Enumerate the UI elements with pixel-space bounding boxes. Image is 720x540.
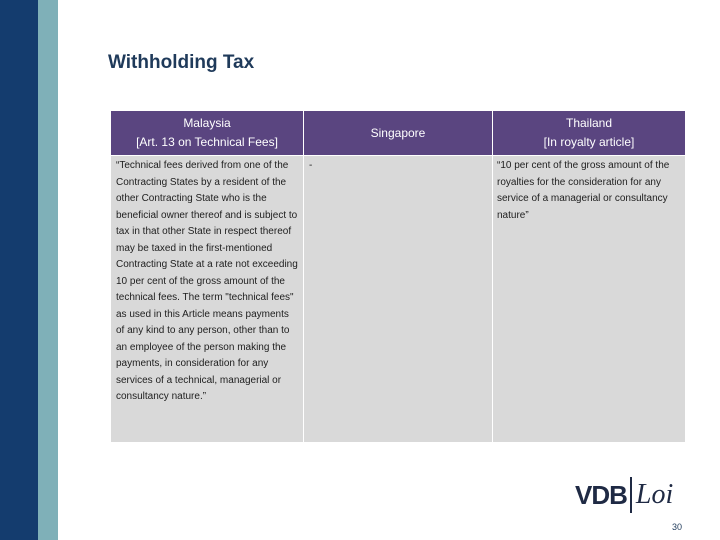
sidebar-stripe-teal <box>38 0 58 540</box>
page-number: 30 <box>672 522 683 532</box>
header-malaysia-country: Malaysia <box>183 116 231 130</box>
cell-singapore: - <box>304 156 493 443</box>
header-malaysia <box>111 111 304 156</box>
logo-loi-text: Loi <box>635 479 674 510</box>
header-thailand <box>493 111 686 156</box>
table-row <box>111 156 686 443</box>
logo-vdb-text: VDB <box>575 479 627 510</box>
cell-thailand: “10 per cent of the gross amount of the royalties for the consideration for any service of a managerial or consultancy nature” <box>493 156 686 443</box>
slide-title: Withholding Tax <box>108 52 255 73</box>
header-malaysia-note: [Art. 13 on Technical Fees] <box>136 135 278 149</box>
comparison-table <box>110 110 686 443</box>
sidebar-stripe-dark <box>0 0 38 540</box>
header-singapore <box>304 111 493 156</box>
header-singapore-country: Singapore <box>370 125 426 140</box>
table-header-row <box>111 111 686 156</box>
cell-malaysia: “Technical fees derived from one of the Contracting States by a resident of the other Contracting State who is the beneficial owner thereof and is subject to tax in that other State in respect thereof may be taxed in the first-mentioned Contracting State at a rate not exceeding 10 per cent of the gross amount of the technical fees. The term "technical fees" as used in this Article means payments of any kind to any person, other than to an employee of the person making the payments, in consideration for any services of a technical, managerial or consultancy nature.” <box>111 156 304 443</box>
vdb-loi-logo <box>575 477 673 513</box>
header-thailand-country: Thailand <box>565 116 613 130</box>
logo-divider <box>630 477 632 513</box>
header-thailand-note: [In royalty article] <box>543 135 635 149</box>
